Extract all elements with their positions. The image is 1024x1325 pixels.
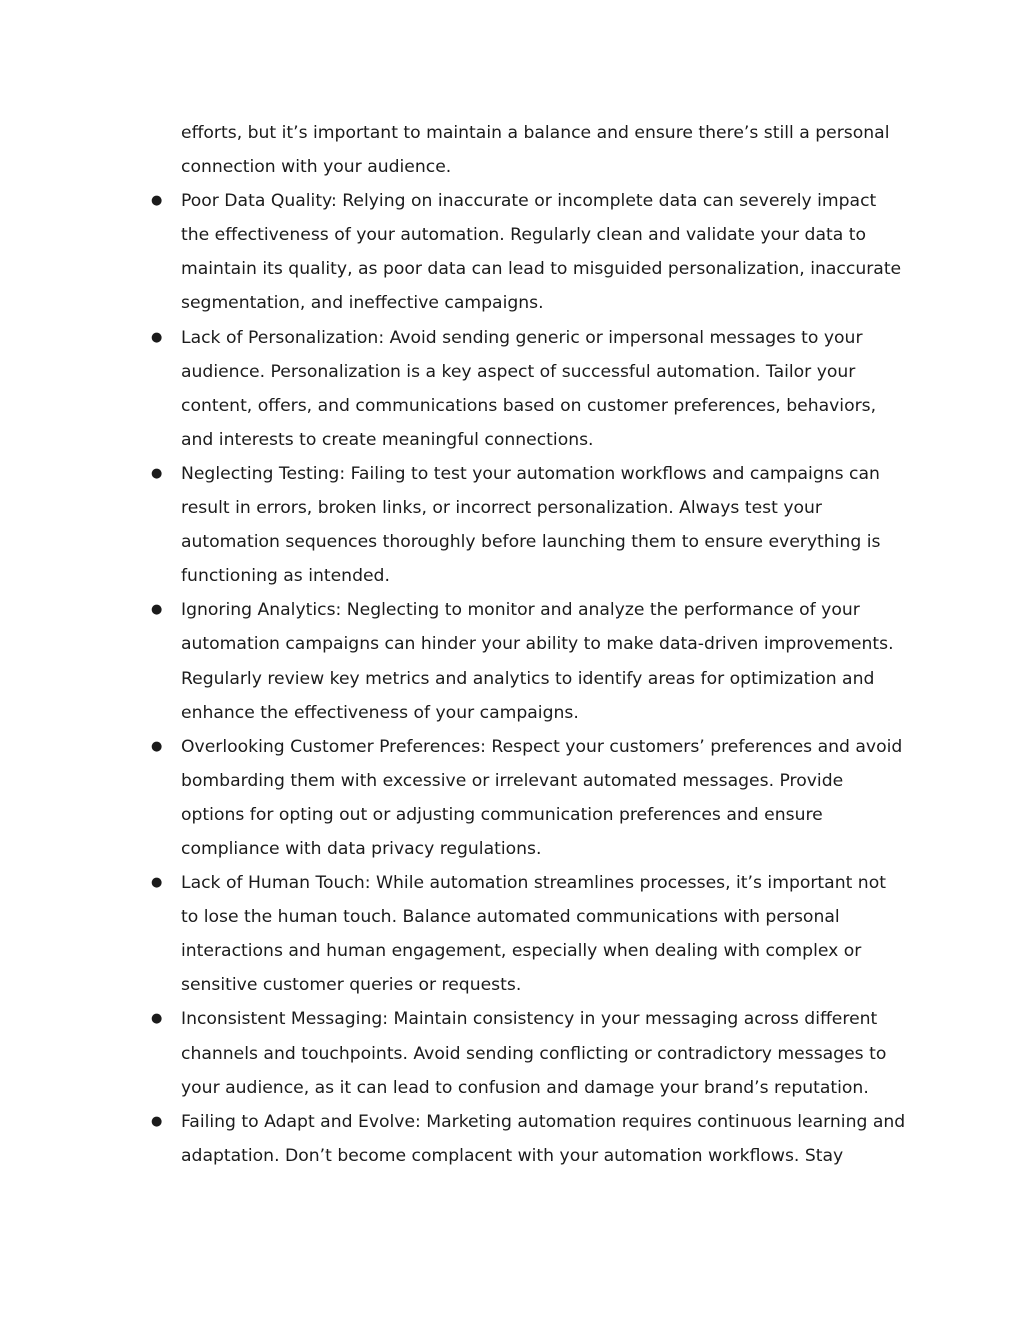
bullet-icon: ● — [151, 1113, 163, 1129]
bullet-icon: ● — [151, 1011, 163, 1027]
list-item — [151, 184, 907, 320]
list-item — [151, 730, 907, 866]
list-item-text: Inconsistent Messaging: Maintain consistency in your messaging across different channels and touchpoints. Avoid sending conflicting or contradictory messages to your audience, as it can lead to confusion and damage your brand’s reputation. — [181, 1009, 887, 1098]
continuation-paragraph: efforts, but it’s important to maintain a balance and ensure there’s still a personal connection with your audience. — [181, 123, 890, 178]
list-item — [151, 321, 907, 457]
list-item-text: Failing to Adapt and Evolve: Marketing automation requires continuous learning and adaptation. Don’t become complacent with your automation workflows. Stay — [181, 1111, 906, 1166]
list-item — [151, 1105, 907, 1173]
list-item-text: Lack of Human Touch: While automation streamlines processes, it’s important not to lose the human touch. Balance automated communications with personal interactions and human engagement, especially when dealing with complex or sensitive customer queries or requests. — [181, 873, 886, 996]
list-item-text: Lack of Personalization: Avoid sending generic or impersonal messages to your audience. Personalization is a key aspect of successful automation. Tailor your content, offers, and communications based on customer preferences, behaviors, and interests to create meaningful connections. — [181, 327, 877, 450]
bullet-list — [151, 184, 907, 1173]
list-item — [151, 457, 907, 593]
list-item-text: Ignoring Analytics: Neglecting to monitor and analyze the performance of your automation campaigns can hinder your ability to make data-driven improvements. Regularly review key metrics and analytics to identify areas for optimization and enhance the effectiveness of your campaigns. — [181, 600, 894, 723]
bullet-icon: ● — [151, 329, 163, 345]
bullet-icon: ● — [151, 465, 163, 481]
page-content — [151, 116, 907, 1173]
list-item — [151, 1002, 907, 1104]
bullet-icon: ● — [151, 738, 163, 754]
list-item — [151, 866, 907, 1002]
list-item-text: Neglecting Testing: Failing to test your automation workflows and campaigns can result in errors, broken links, or incorrect personalization. Always test your automation sequences thoroughly before launching them to ensure everything is functioning as intended. — [181, 463, 881, 587]
list-item-text: Overlooking Customer Preferences: Respect your customers’ preferences and avoid bombarding them with excessive or irrelevant automated messages. Provide options for opting out or adjusting communication preferences and ensure compliance with data privacy regulations. — [181, 736, 903, 859]
bullet-icon: ● — [151, 875, 163, 891]
list-item — [151, 593, 907, 729]
bullet-icon: ● — [151, 193, 163, 209]
bullet-icon: ● — [151, 602, 163, 618]
list-item-text: Poor Data Quality: Relying on inaccurate or incomplete data can severely impact the effectiveness of your automation. Regularly clean and validate your data to maintain its quality, as poor data can lead to misguided personalization, inaccurate segmentation, and ineffective campaigns. — [181, 191, 902, 314]
